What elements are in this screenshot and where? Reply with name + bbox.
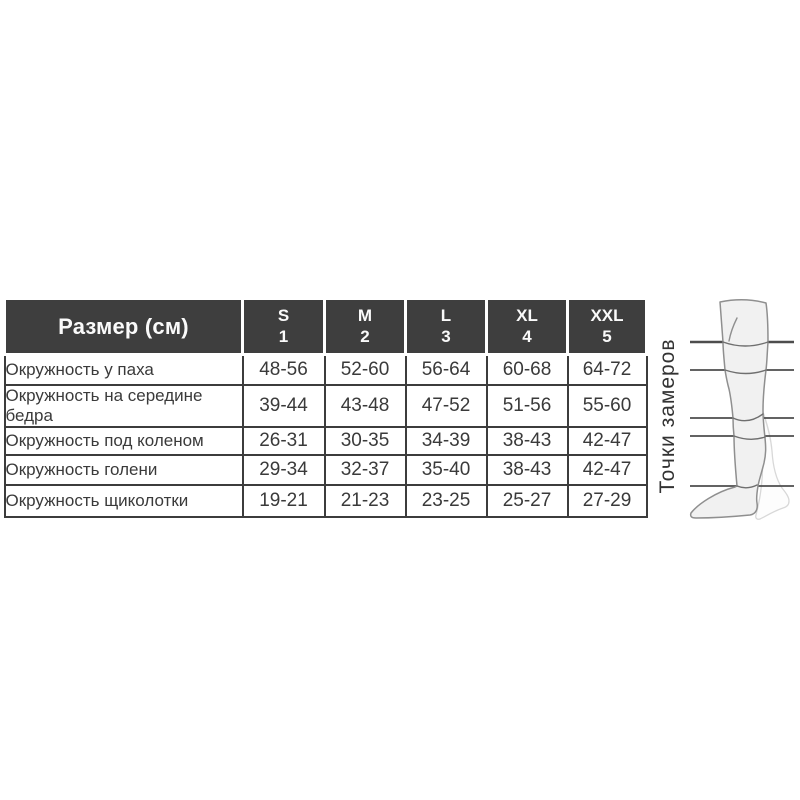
size-number: 2 — [360, 326, 370, 346]
value-cell: 34-39 — [406, 427, 487, 455]
row-label-cell: Окружность под коленом — [5, 427, 243, 455]
value-cell: 48-56 — [243, 355, 325, 385]
value-cell: 23-25 — [406, 485, 487, 517]
size-header-m — [325, 299, 406, 355]
value-cell: 39-44 — [243, 385, 325, 428]
size-number: 4 — [522, 326, 532, 346]
size-number: 1 — [278, 326, 289, 346]
size-header-xxl — [568, 299, 647, 355]
size-letter: L — [440, 306, 452, 326]
size-header-s — [243, 299, 325, 355]
size-letter: XXL — [590, 306, 624, 326]
value-cell: 47-52 — [406, 385, 487, 428]
header-row — [5, 299, 647, 355]
row-label-cell: Окружность голени — [5, 455, 243, 485]
value-cell: 64-72 — [568, 355, 647, 385]
value-cell: 56-64 — [406, 355, 487, 385]
row-label-cell: Окружность на середине бедра — [5, 385, 243, 428]
value-cell: 43-48 — [325, 385, 406, 428]
table-row-below-knee — [5, 427, 647, 455]
size-number: 3 — [441, 326, 451, 346]
value-cell: 52-60 — [325, 355, 406, 385]
value-cell: 55-60 — [568, 385, 647, 428]
table-row-calf — [5, 455, 647, 485]
value-cell: 51-56 — [487, 385, 568, 428]
size-header-l — [406, 299, 487, 355]
size-letter: S — [277, 306, 290, 326]
value-cell: 27-29 — [568, 485, 647, 517]
size-header-xl — [487, 299, 568, 355]
row-label-cell: Окружность щиколотки — [5, 485, 243, 517]
value-cell: 21-23 — [325, 485, 406, 517]
size-table — [3, 297, 648, 518]
value-cell: 19-21 — [243, 485, 325, 517]
size-letter: XL — [516, 306, 538, 326]
value-cell: 26-31 — [243, 427, 325, 455]
corner-header: Размер (см) — [5, 299, 243, 355]
value-cell: 60-68 — [487, 355, 568, 385]
size-number: 5 — [602, 326, 612, 346]
value-cell: 32-37 — [325, 455, 406, 485]
value-cell: 29-34 — [243, 455, 325, 485]
table-row-groin — [5, 355, 647, 385]
size-letter: M — [357, 306, 373, 326]
value-cell: 38-43 — [487, 427, 568, 455]
value-cell: 42-47 — [568, 455, 647, 485]
value-cell: 25-27 — [487, 485, 568, 517]
value-cell: 30-35 — [325, 427, 406, 455]
value-cell: 42-47 — [568, 427, 647, 455]
table-row-ankle — [5, 485, 647, 517]
measurement-points-caption: Точки замеров — [656, 338, 679, 494]
value-cell: 38-43 — [487, 455, 568, 485]
table-row-mid-thigh — [5, 385, 647, 428]
row-label-cell: Окружность у паха — [5, 355, 243, 385]
value-cell: 35-40 — [406, 455, 487, 485]
